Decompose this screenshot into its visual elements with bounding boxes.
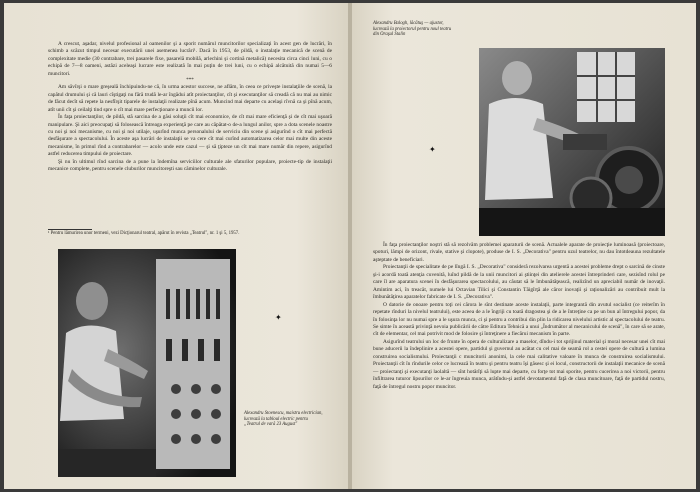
book-spread [4, 3, 696, 489]
paragraph: Asigurînd teatrului un loc de frunte în opera de culturalizare a maselor, dîndu-i tot sprijinul material şi moral necesar unei cît mai bune aducerii la îndeplinire a acestei opere, partidul şi guvernul au acătat cu cel mai de seamă rol a cestei opere de cultură a lumina construirea socialismului. Proiectanţii c muncitorii anonimi, la cele mai calitative valoare în munca de construirea socialismului. Proiectanţii cît în rîndurile celor ce lucrează în teatru şi pentru teatru îşi găsesc şi ei locul, constructorii de instalaţii mecanice de scenă — proiectanţi şi executanţi laolaltă — sînt hotărîţi să lupte mai departe, cu forţe tot mai sporite, pentru cucerirea a noi victorii, pentru înfiltrarea tuturor lipsurilor ce le-ar îngreuia munca, arătîndu-şi astfel devotamentul faţă de clasa muncitoare, faţă de partidul nostru, faţă de întregul nostru popor muncitor. [373, 338, 665, 390]
ornament-star: ✦ [275, 313, 282, 322]
photo-caption-electrician: Alexandru Stoenescu, maistru electrician, lucrează la tabloul electric pentru „Teatrul de vară 23 August" [244, 411, 323, 428]
right-text [373, 242, 665, 391]
photo-electrician [58, 249, 236, 477]
photo-caption-locksmith: Alexandru Balogh, lăcătuş — ajustor, lucrează la proiectorul pentru noul teatru din Oraşul Stalin [373, 21, 452, 38]
paragraph: În faţa proiectanţilor, de pildă, stă sarcina de a găsi soluţii cît mai economice, de cît mai mare eficienţă şi de cît mai uşoară manipulare. Şi aici preocupaţi să folosească întreaga experienţă pe care au căpătat-o de-a lungul anilor, spre a dota scenele noastre cu noi şi noi mecanisme, cu noi şi noi utilaje, uşurînd munca personalului de serviciu din scene şi asigurînd o cît mai perfectă desfăşurare a spectacolului. În aceste aşa lucrări de instalaţii se va cere cît mai curînd automatizarea celor mai multe din aceste mecanisme, în primul rînd a contrabarelor — acolo unde este cazul — şi să ţipteze un cît mai mare număr din repere, asigurînd astfel reducerea timpului de proiectare. [48, 114, 332, 158]
paragraph: O datorie de onoare pentru toţi cei cărora le sînt destinate aceste instalaţii, parte integrantă din avutul socialist (ce reiterîm în repetate rînduri la nivelul teatrului), este aceea de a le îngriji cu toată dragostea şi de a le întreţine ca pe un bun al întregului popor, da în folosinţa lor nu numai spre a le uşura munca, ci şi pentru a contribui din plin la ridicarea nivelului artistic al spectacolului de teatru. Se simte în această privinţă nevoia publicării de către Editura Tehnică a unui „Îndrumător al mecanicului de scenă", în care să se arate, cît de elementar, cel mai potrivit mod de folosire şi întreţinere a fiecărui mecanism în parte. [373, 301, 665, 338]
photo-locksmith [479, 48, 665, 236]
locksmith-photo-image [479, 48, 665, 236]
right-page [352, 3, 696, 489]
paragraph: Am săvîrşi o mare greşeală închipuindu-ne că, în urma acestor succese, ne aflăm, în ceea ce priveşte instalaţiile de scenă, la capătul drumului şi că lauri cîştigaţi nu fără trudă le-ar îngădui atît proiectanţilor, cît şi executanţilor să creadă că nu mai au nimic de făcut decît să repete la nesfîrşit tiparele de instalaţii realizate pînă acum. Muncind mai departe cu acelaşi rîvnă ca şi pînă acum, atît unii cît şi ceilalţi tind spre o cît mai mare perfecţionare a muncii lor. [48, 84, 332, 113]
footnote: ¹ Pentru lămurirea unor termeni, vezi Dicţionarul teatral, apărut în revista „Teatrul", nr. 1 şi 5, 1957. [48, 231, 240, 236]
section-separator: *** [186, 78, 194, 84]
paragraph: A crescut, aşadar, nivelul profesional al oamenilor şi a sporit numărul muncitorilor specializaţi în acest gen de lucrări, în schimb a scăzut timpul necesar executării unei asemenea lucrări¹. Dacă în 1953, de pildă, o instalaţie mecanică de scenă de complexitate medie (30 contrabare, trei pasarele fixe, pasarelă mobilă, arlechini şi cortină metalică) necesita circa cinci luni, cu o echipă de 7—8 oameni, astăzi aceleaşi lucrare este realizată în mai puţin de trei luni, cu o echipă alcătuită din numai 5—6 muncitori. [48, 41, 332, 77]
ornament-star: ✦ [429, 145, 436, 154]
paragraph: În faţa proiectanţilor noştri stă să rezolvăm problemei aparaturii de scenă. Actualele aparate de proiecţie luminoasă (proiectoare, spoturi, lămpi de orizont, rivale, stative şi clopote), produse de I. S. „Decorativa" pentru uzul teatrelor, nu dau întotdeauna rezultatele aşteptate de beneficiari. [373, 242, 665, 263]
electrician-photo-image [58, 249, 236, 477]
footnote-rule [48, 229, 92, 230]
left-page [4, 3, 348, 489]
paragraph: Şi nu în ultimul rînd sarcina de a pune la îndemîna serviciilor culturale ale sfaturilor populare, proiecte-tip de instalaţii mecanice complete, pentru scenele cluburilor muncitoreşti sau căminelor culturale. [48, 158, 332, 173]
left-text-top [48, 41, 332, 174]
paragraph: Proiectanţii de specialitate de pe lîngă I. S. „Decorativa" consideră rezolvarea urgentă a acestei probleme drept o sarcină de cinste şi-i acordă toată atenţia cuvenită, luînd pildă de la unii muncitori ai ştiinţei din atelierele acestei întreprinderi care, sezisînd rolul pe care îl are aparatura scenei în desfăşurarea spectacolului, au căutat să le îmbunătăţească, realizînd un apreciabil număr de inovaţii. Amintim aci, în treacăt, numele lui Octavian Tilici şi Constantin Tăigîrţă ale căror inovaţii şi raţionalizări au contribuit mult la îmbunătăţirea aparatelor fabricate de I. S. „Decorativa". [373, 264, 665, 301]
